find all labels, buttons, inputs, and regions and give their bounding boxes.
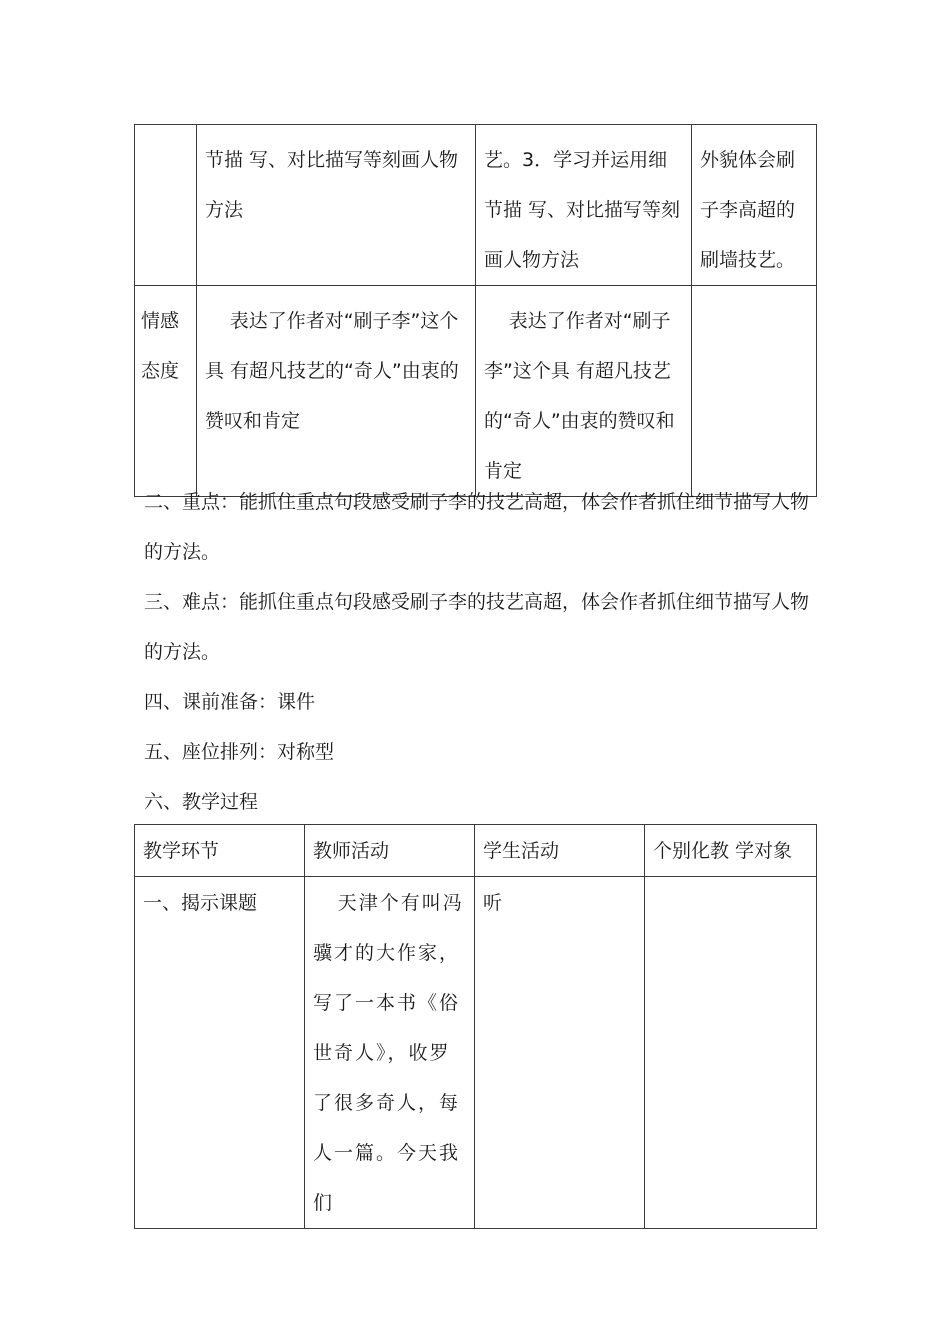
teacher-activity-text: 天津个有叫冯骥才的大作家，写了一本书《俗世奇人》，收罗了很多奇人，每人一篇。今天我们 xyxy=(313,892,464,1214)
table-cell xyxy=(305,877,475,1229)
header-teacher: 教师活动 xyxy=(313,840,390,862)
stage-text: 一、揭示课题 xyxy=(143,892,258,914)
header-cell xyxy=(475,825,645,877)
row-label-cell xyxy=(135,125,197,286)
table-cell xyxy=(692,286,817,497)
key-point-paragraph: 二、重点：能抓住重点句段感受刷子李的技艺高超，体会作者抓住细节描写人物的方法。 xyxy=(144,491,810,563)
objectives-table xyxy=(134,124,817,497)
cell-text: 表达了作者对“刷子李”这个具 有超凡技艺的“奇人”由衷的赞叹和肯定 xyxy=(484,310,675,482)
cell-text: 艺。3．学习并运用细节描 写、对比描写等刻画人物方法 xyxy=(484,149,681,271)
difficulty-paragraph: 三、难点：能抓住重点句段感受刷子李的技艺高超，体会作者抓住细节描写人物的方法。 xyxy=(144,591,810,663)
table-row xyxy=(135,877,817,1229)
row-label xyxy=(135,125,196,135)
table-cell xyxy=(692,125,817,286)
individual-target-text xyxy=(645,877,816,878)
table-cell xyxy=(476,286,692,497)
header-cell xyxy=(645,825,817,877)
table-cell xyxy=(197,125,476,286)
table-cell xyxy=(475,877,645,1229)
cell-text: 节描 写、对比描写等刻画人物方法 xyxy=(205,149,459,221)
table-cell xyxy=(645,877,817,1229)
student-activity-text: 听 xyxy=(483,892,503,914)
header-cell xyxy=(305,825,475,877)
table-row xyxy=(135,125,817,286)
seating-paragraph: 五、座位排列：对称型 xyxy=(144,741,335,763)
cell-text: 外貌体会刷子李高超的刷墙技艺。 xyxy=(700,149,796,271)
row-label-cell xyxy=(135,286,197,497)
cell-text: 表达了作者对“刷子李”这个具 有超凡技艺的“奇人”由衷的赞叹和肯定 xyxy=(205,310,459,432)
header-student: 学生活动 xyxy=(483,840,560,862)
table-header-row xyxy=(135,825,817,877)
header-stage: 教学环节 xyxy=(143,840,220,862)
cell-text xyxy=(692,286,816,296)
table-cell xyxy=(135,877,305,1229)
header-cell xyxy=(135,825,305,877)
table-cell xyxy=(197,286,476,497)
process-heading: 六、教学过程 xyxy=(144,791,259,813)
row-label: 情感态度 xyxy=(141,310,180,382)
table-cell xyxy=(476,125,692,286)
preparation-paragraph: 四、课前准备：课件 xyxy=(144,691,316,713)
header-individual: 个别化教 学对象 xyxy=(653,840,793,862)
table-row xyxy=(135,286,817,497)
teaching-process-table xyxy=(134,824,817,1229)
